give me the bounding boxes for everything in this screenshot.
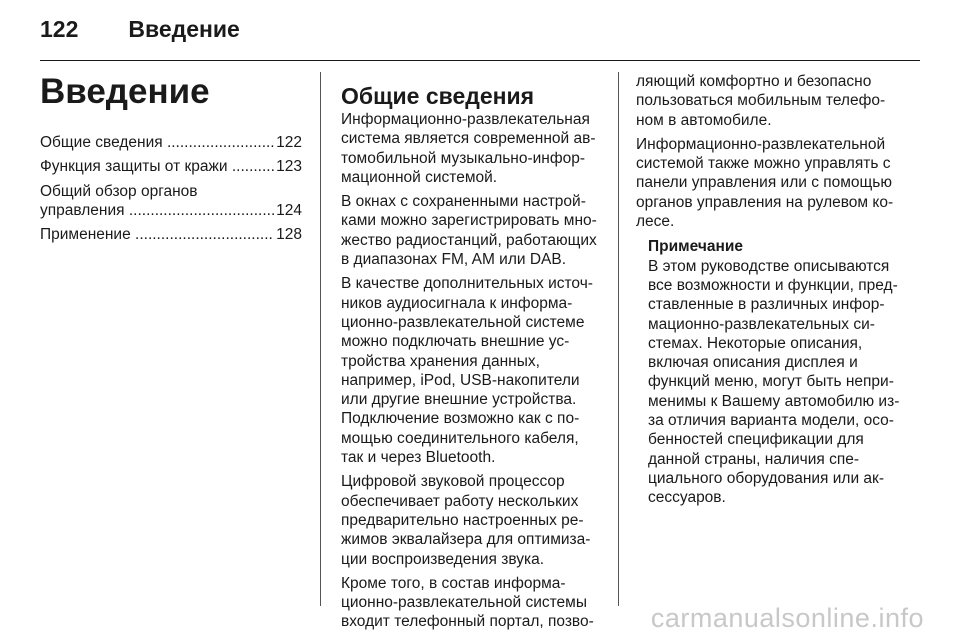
toc-item[interactable] — [40, 182, 302, 221]
page-number: 122 — [40, 16, 79, 42]
paragraph: ляющий комфортно и безопасно пользоваться мобильным телефоном в автомобиле. — [636, 73, 886, 129]
toc-item-label: Применение — [40, 226, 131, 244]
header-section-title: Введение — [128, 16, 240, 42]
toc-column — [40, 72, 302, 249]
paragraph: Цифровой звуковой процессор обеспечивает работу нескольких предварительно настроенных режимов эквалайзера для оптимизации воспроизведения звука. — [341, 473, 591, 568]
paragraph: В окнах с сохраненными настройками можно зарегистрировать множество радиостанций, работающих в диапазонах FM, AM или DAB. — [341, 193, 597, 269]
watermark: carmanualsonline.info — [650, 603, 924, 633]
note-box — [648, 237, 902, 507]
toc-item[interactable] — [40, 157, 302, 176]
note-text: В этом руководстве описываются все возможности и функции, представленные в различных информационно-развлекательных системах. Некоторые описания, включая описания дисплея и функций меню, могут быть неприменимы к Вашему автомобилю из-за отличия варианта модели, особенностей спецификации для данной страны, наличия специального оборудования или аксессуаров. — [648, 257, 900, 507]
page-header — [40, 16, 240, 43]
toc-item-page: 123 — [276, 158, 302, 176]
column-divider-right — [618, 72, 619, 606]
toc-item[interactable] — [40, 225, 302, 244]
toc-item-page: 124 — [276, 201, 302, 219]
toc-item[interactable] — [40, 133, 302, 152]
note-title: Примечание — [648, 238, 743, 256]
toc-item-label: управления — [40, 201, 125, 219]
toc-list — [40, 133, 302, 244]
toc-item-label: Функция защиты от кражи — [40, 158, 228, 176]
toc-item-label: Общие сведения — [40, 134, 163, 151]
toc-item-page: 128 — [276, 226, 302, 244]
toc-title: Введение — [40, 72, 210, 111]
body-column-middle — [341, 84, 604, 632]
paragraph: Кроме того, в состав информационно-развлекательной системы входит телефонный портал, позво- — [341, 574, 594, 631]
paragraph: Информационно-развлекательная система является современной автомобильной музыкально-информационной системой. — [341, 111, 596, 186]
paragraph: В качестве дополнительных источников аудиосигнала к информационно-развлекательной системе можно подключать внешние устройства хранения данных, например, iPod, USB-накопители или другие внешние устройства. Подключение возможно как с помощью соединительного кабеля, так и через Bluetooth. — [341, 275, 593, 467]
column-divider-left — [320, 72, 321, 606]
header-divider — [40, 60, 920, 61]
toc-item-page: 122 — [276, 134, 302, 151]
paragraph: Информационно-развлекательной системой также можно управлять с панели управления или с помощью органов управления на рулевом колесе. — [636, 135, 894, 231]
body-column-right — [636, 72, 902, 508]
section-heading: Общие сведения — [341, 83, 535, 109]
toc-item-label-line1: Общий обзор органов — [40, 182, 198, 200]
